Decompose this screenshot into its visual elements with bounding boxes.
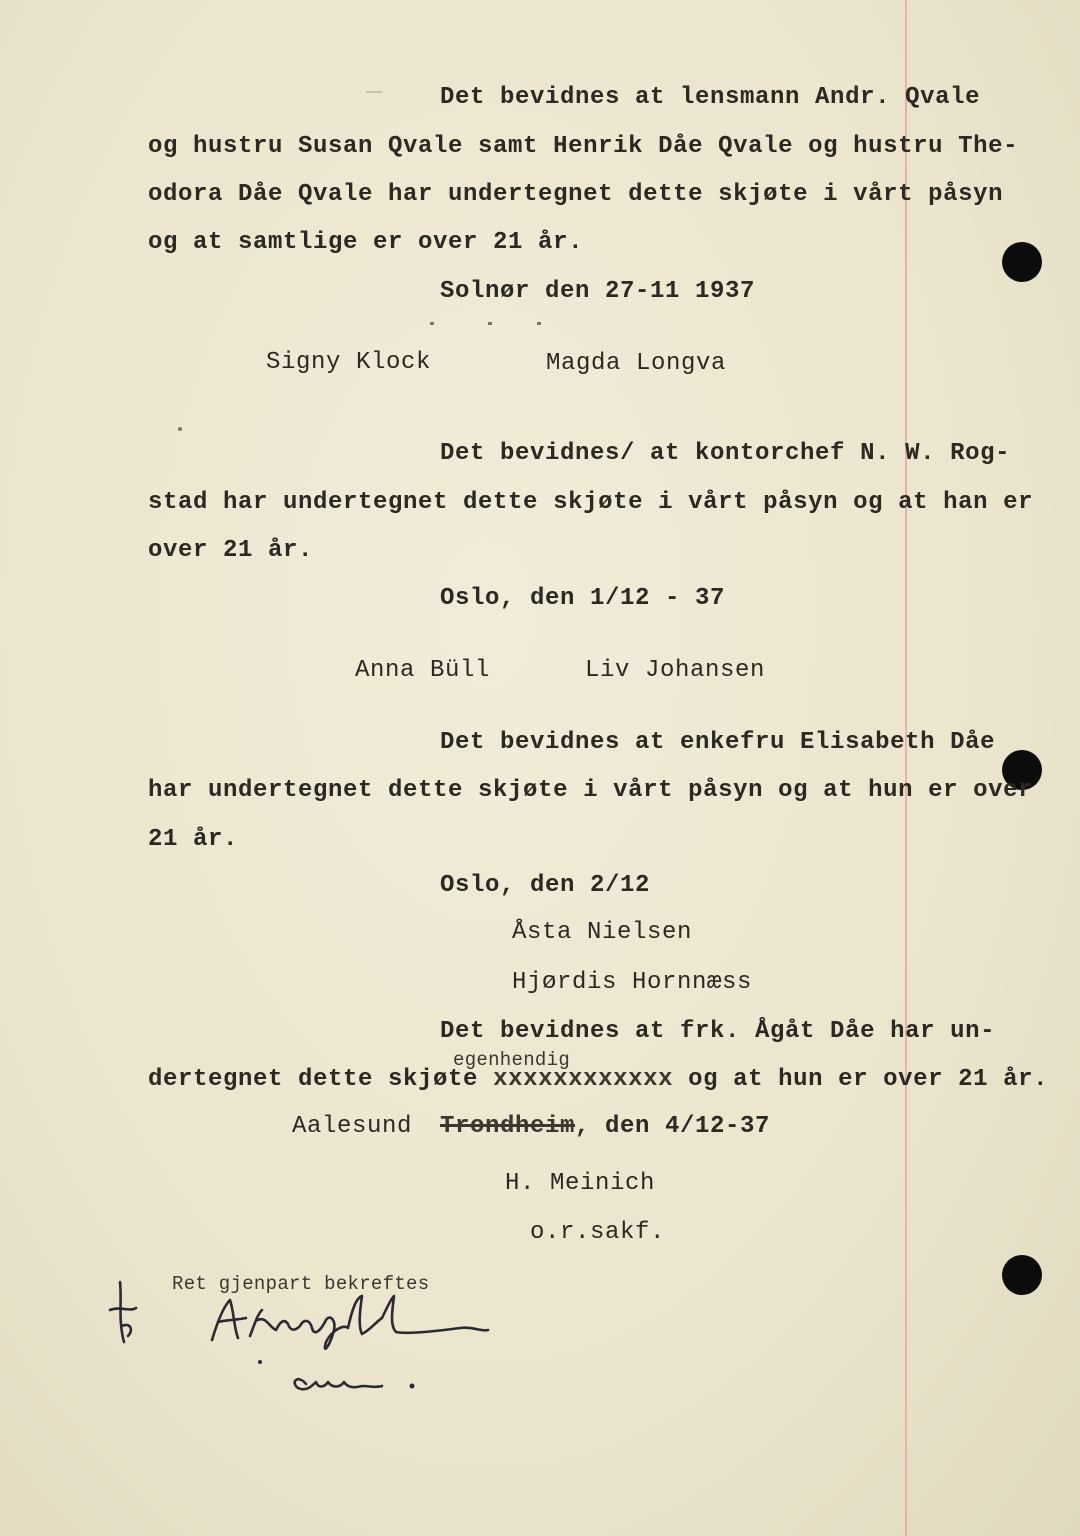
- attestation-4-insertion: egenhendig: [453, 1049, 571, 1071]
- attestation-1-line-2: og hustru Susan Qvale samt Henrik Dåe Qvale og hustru The-: [148, 133, 1019, 160]
- stray-mark: [366, 91, 382, 93]
- certification-text: Ret gjenpart bekreftes: [172, 1273, 430, 1295]
- attestation-1-line-3: odora Dåe Qvale har undertegnet dette skjøte i vårt påsyn: [148, 181, 1004, 208]
- attestation-4-place-insert: Aalesund: [292, 1113, 413, 1140]
- attestation-2-place-date: Oslo, den 1/12 - 37: [440, 585, 726, 612]
- stray-mark: [537, 322, 541, 325]
- line-2-end: og at hun er over 21 år.: [673, 1066, 1049, 1093]
- attestation-4-signer: H. Meinich: [505, 1170, 656, 1197]
- attestation-1-line-4: og at samtlige er over 21 år.: [148, 229, 584, 256]
- struck-place: Trondheim: [440, 1113, 576, 1140]
- attestation-1-place-date: Solnør den 27-11 1937: [440, 278, 756, 305]
- attestation-4-signer-title: o.r.sakf.: [530, 1219, 666, 1246]
- attestation-4-line-1: Det bevidnes at frk. Ågåt Dåe har un-: [440, 1018, 996, 1045]
- stray-mark: [488, 322, 492, 325]
- attestation-3-place-date: Oslo, den 2/12: [440, 872, 651, 899]
- attestation-4-line-2: [148, 1066, 1048, 1093]
- attestation-1-line-1: Det bevidnes at lensmann Andr. Qvale: [440, 84, 981, 111]
- handwritten-signature: [100, 1270, 520, 1400]
- attestation-2-line-1: Det bevidnes/ at kontorchef N. W. Rog-: [440, 440, 1011, 467]
- struck-text: xxxxxxxxxxxx: [493, 1066, 674, 1093]
- date-rest: , den 4/12-37: [575, 1113, 771, 1140]
- stray-mark: [430, 322, 434, 325]
- attestation-3-line-2: har undertegnet dette skjøte i vårt påsyn og at hun er over: [148, 777, 1034, 804]
- attestation-1-witness-2: Magda Longva: [546, 350, 727, 377]
- red-margin-line: [905, 0, 907, 1536]
- line-2-start: dertegnet dette skjøte: [148, 1066, 494, 1093]
- attestation-3-line-1: Det bevidnes at enkefru Elisabeth Dåe: [440, 729, 996, 756]
- attestation-2-line-2: stad har undertegnet dette skjøte i vårt påsyn og at han er: [148, 489, 1034, 516]
- attestation-2-witness-1: Anna Büll: [355, 657, 491, 684]
- attestation-1-witness-1: Signy Klock: [266, 349, 432, 376]
- attestation-3-witness-2: Hjørdis Hornnæss: [512, 969, 753, 996]
- stray-mark: [178, 427, 182, 431]
- attestation-3-witness-1: Åsta Nielsen: [512, 919, 693, 946]
- punch-hole: [1002, 242, 1042, 282]
- attestation-3-line-3: 21 år.: [148, 826, 239, 853]
- attestation-2-witness-2: Liv Johansen: [585, 657, 766, 684]
- attestation-2-line-3: over 21 år.: [148, 537, 314, 564]
- punch-hole: [1002, 1255, 1042, 1295]
- attestation-4-place-date: [440, 1113, 770, 1140]
